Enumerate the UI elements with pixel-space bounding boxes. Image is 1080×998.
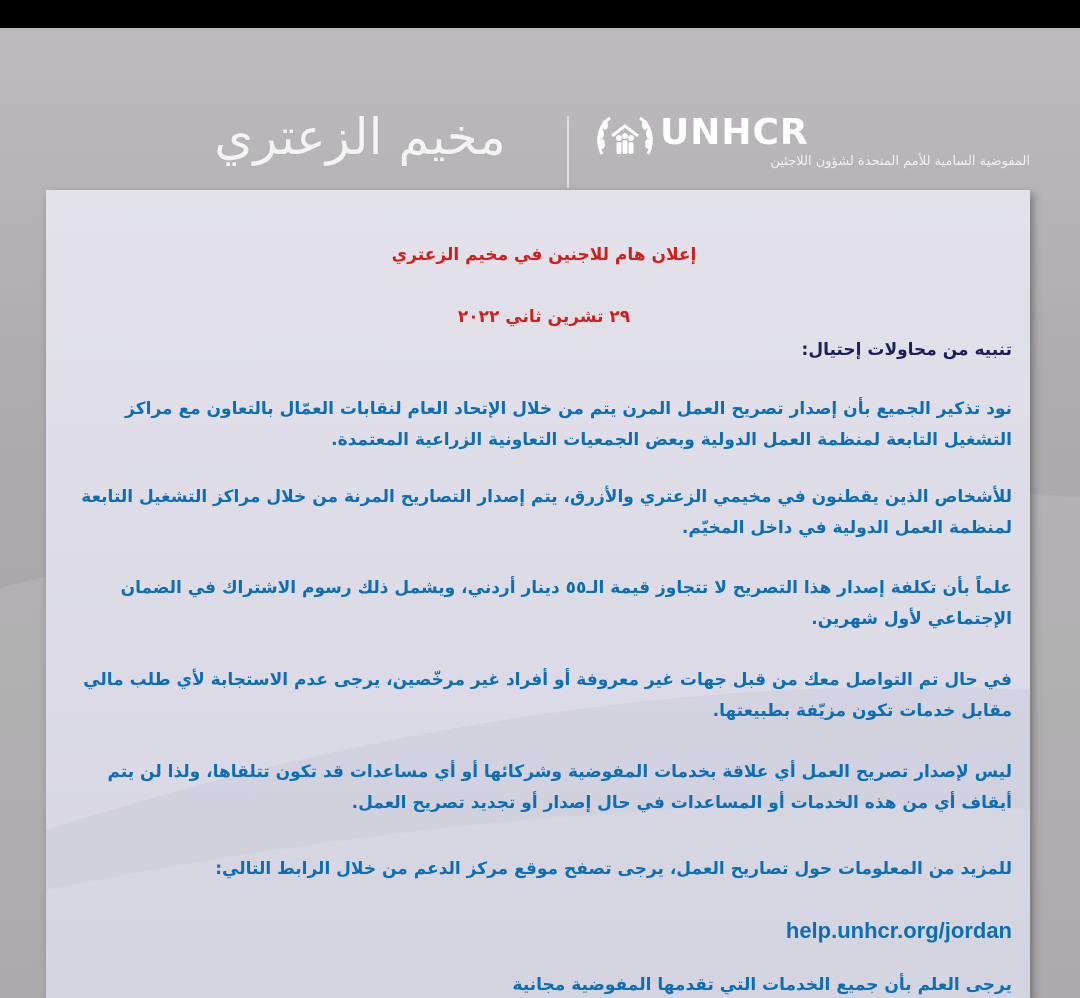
notice-paragraph: في حال تم التواصل معك من قبل جهات غير معروفة أو أفراد غير مرخّصين، يرجى عدم الاستجابة لأي طلب مالي مقابل خدمات تكون مزيّفة بطبيعتها. xyxy=(83,670,1012,721)
help-site-link[interactable]: help.unhcr.org/jordan xyxy=(785,918,1012,943)
top-status-bar xyxy=(0,0,1080,28)
notice-paragraph: ليس لإصدار تصريح العمل أي علاقة بخدمات المفوضية وشركائها أو أي مساعدات قد تكون تتلقاها، ولذا لن يتم أيقاف أي من هذه الخدمات أو المساعدات في حال إصدار أو تجديد تصريح العمل. xyxy=(107,762,1012,813)
header-divider xyxy=(567,116,569,188)
notice-date: ٢٩ تشرين ثاني ٢٠٢٢ xyxy=(457,307,631,327)
header-banner xyxy=(0,28,1080,188)
unhcr-subtitle: المفوضية السامية للأمم المتحدة لشؤون اللاجئين xyxy=(770,154,1030,169)
notice-paragraph: نود تذكير الجميع بأن إصدار تصريح العمل المرن يتم من خلال الإتحاد العام لنقابات العمّال بالتعاون مع مراكز التشغيل التابعة لمنظمة العمل الدولية وبعض الجمعيات التعاونية الزراعية المعتمدة. xyxy=(125,399,1012,450)
notice-paragraph: للمزيد من المعلومات حول تصاريح العمل، يرجى تصفح موقع مركز الدعم من خلال الرابط التالي: xyxy=(215,859,1012,879)
notice-paragraph: للأشخاص الذين يقطنون في مخيمي الزعتري والأزرق، يتم إصدار التصاريح المرنة من خلال مراكز التشغيل التابعة لمنظمة العمل الدولية في داخل المخيّم. xyxy=(81,487,1012,538)
notice-paragraph: علماً بأن تكلفة إصدار هذا التصريح لا تتجاوز قيمة الـ٥٥ دينار أردني، ويشمل ذلك رسوم الاشتراك في الضمان الإجتماعي لأول شهرين. xyxy=(120,578,1012,629)
notice-closing-line: يرجى العلم بأن جميع الخدمات التي تقدمها المفوضية مجانية xyxy=(512,975,1012,995)
notice-panel xyxy=(46,190,1030,998)
camp-name-title: مخيم الزعتري xyxy=(214,108,506,166)
unhcr-wordmark: UNHCR xyxy=(660,112,809,153)
unhcr-laurel-people-icon xyxy=(596,114,654,162)
fraud-warning-heading: تنبيه من محاولات إحتيال: xyxy=(801,340,1012,360)
notice-title: إعلان هام للاجنين في مخيم الزعتري xyxy=(391,245,697,265)
